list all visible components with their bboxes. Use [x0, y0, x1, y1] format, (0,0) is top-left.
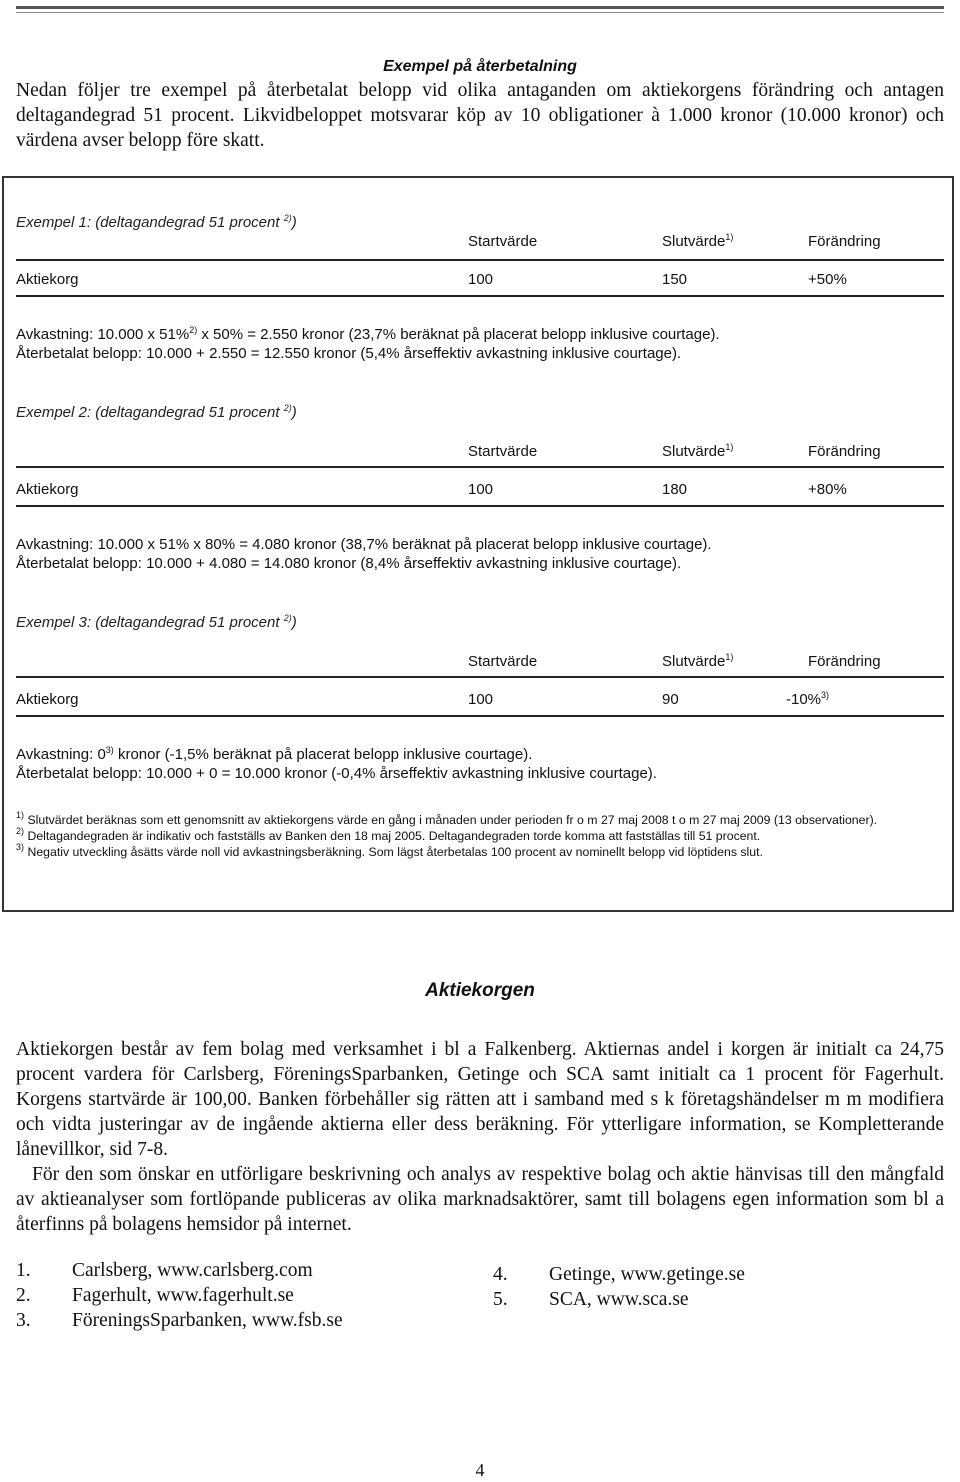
top-rule: [16, 6, 944, 9]
row-label: Aktiekorg: [16, 271, 79, 288]
divider: [16, 259, 944, 261]
col-end-header: Slutvärde$^{1)}$: [662, 232, 734, 250]
footnote-2: $^{2)}$ Deltagandegraden är indikativ och fastställs av Banken den 18 maj 2005. Deltagandegraden torde komma att fastställas till 51 procent.: [16, 826, 761, 843]
example-1-return: Avkastning: 10.000 x 51%$^{2)}$ x 50% = 2.550 kronor (23,7% beräknat på placerat belopp inklusive courtage).: [16, 325, 720, 343]
divider: [16, 505, 944, 507]
aktiekorgen-body: [16, 1037, 944, 1237]
example-1-title: Exempel 1: (deltagandegrad 51 procent $^{2)}$): [16, 213, 297, 231]
example-2-title: Exempel 2: (deltagandegrad 51 procent $^{2)}$): [16, 403, 297, 421]
footnote-3: $^{3)}$ Negativ utveckling åsätts värde noll vid avkastningsberäkning. Som lägst återbetalas 100 procent av nominellt belopp vid löptidens slut.: [16, 842, 763, 859]
section-title: Exempel på återbetalning: [383, 58, 577, 75]
col-change-header: Förändring: [808, 653, 881, 670]
list-item: 1. Carlsberg, www.carlsberg.com: [16, 1260, 313, 1281]
divider: [16, 715, 944, 717]
row-label: Aktiekorg: [16, 691, 79, 708]
example-3-repaid: Återbetalat belopp: 10.000 + 0 = 10.000 kronor (-0,4% årseffektiv avkastning inklusive courtage).: [16, 765, 657, 782]
start-value: 100: [468, 481, 494, 498]
divider: [16, 676, 944, 678]
divider: [16, 466, 944, 468]
examples-box: [2, 176, 954, 912]
col-start-header: Startvärde: [468, 653, 538, 670]
row-label: Aktiekorg: [16, 481, 79, 498]
footnote-1: $^{1)}$ Slutvärdet beräknas som ett genomsnitt av aktiekorgens värde en gång i månaden under perioden fr o m 27 maj 2008 t o m 27 maj 2009 (13 observationer).: [16, 810, 878, 827]
list-item: 4. Getinge, www.getinge.se: [493, 1264, 745, 1285]
aktiekorgen-title: Aktiekorgen: [425, 980, 535, 1001]
list-item: 3. FöreningsSparbanken, www.fsb.se: [16, 1310, 343, 1331]
example-1-repaid: Återbetalat belopp: 10.000 + 2.550 = 12.550 kronor (5,4% årseffektiv avkastning inklusive courtage).: [16, 345, 682, 362]
col-change-header: Förändring: [808, 443, 881, 460]
page-number: 4: [475, 1460, 485, 1480]
intro-paragraph: Nedan följer tre exempel på återbetalat belopp vid olika antaganden om aktiekorgens förändring och antagen deltagandegrad 51 procent. Likvidbeloppet motsvarar köp av 10 obligationer à 1.000 kronor (10.000 kronor) och värdena avser belopp före skatt.: [16, 80, 944, 151]
example-2-return: Avkastning: 10.000 x 51% x 80% = 4.080 kronor (38,7% beräknat på placerat belopp inklusive courtage).: [16, 536, 712, 553]
company-list-right: [493, 1262, 745, 1312]
top-rule-thin: [16, 12, 944, 13]
col-start-header: Startvärde: [468, 443, 538, 460]
divider: [16, 295, 944, 297]
aktiekorgen-paragraph-2: För den som önskar en utförligare beskrivning och analys av respektive bolag och aktie hänvisas till den mångfald av aktieanalyser som fortlöpande publiceras av olika marknadsaktörer, samt till bolagens egen information som bl a återfinns på bolagens hemsidor på internet.: [16, 1164, 944, 1235]
footnotes: [16, 812, 896, 860]
start-value: 100: [468, 691, 494, 708]
list-item: 5. SCA, www.sca.se: [493, 1289, 689, 1310]
change-value: +80%: [808, 481, 847, 498]
end-value: 180: [662, 481, 688, 498]
example-3-return: Avkastning: 0$^{3)}$ kronor (-1,5% beräknat på placerat belopp inklusive courtage).: [16, 745, 533, 763]
start-value: 100: [468, 271, 494, 288]
end-value: 150: [662, 271, 688, 288]
change-value: +50%: [808, 271, 847, 288]
col-end-header: Slutvärde$^{1)}$: [662, 442, 734, 460]
col-start-header: Startvärde: [468, 233, 538, 250]
company-list-left: [16, 1258, 343, 1333]
aktiekorgen-paragraph-1: Aktiekorgen består av fem bolag med verksamhet i bl a Falkenberg. Aktiernas andel i korgen är initialt ca 24,75 procent vardera för Carlsberg, FöreningsSparbanken, Getinge och SCA samt initialt ca 1 procent för Fagerhult. Korgens startvärde är 100,00. Banken förbehåller sig rätten att i samband med s k företagshändelser m m modifiera och vidta justeringar av de ingående aktierna eller dess beräkning. För ytterligare information, se Kompletterande lånevillkor, sid 7-8.: [16, 1039, 944, 1160]
list-item: 2. Fagerhult, www.fagerhult.se: [16, 1285, 294, 1306]
end-value: 90: [662, 691, 679, 708]
change-value: -10%$^{3)}$: [786, 690, 830, 708]
example-2-repaid: Återbetalat belopp: 10.000 + 4.080 = 14.080 kronor (8,4% årseffektiv avkastning inklusive courtage).: [16, 555, 682, 572]
col-end-header: Slutvärde$^{1)}$: [662, 652, 734, 670]
col-change-header: Förändring: [808, 233, 881, 250]
example-3-title: Exempel 3: (deltagandegrad 51 procent $^{2)}$): [16, 613, 297, 631]
